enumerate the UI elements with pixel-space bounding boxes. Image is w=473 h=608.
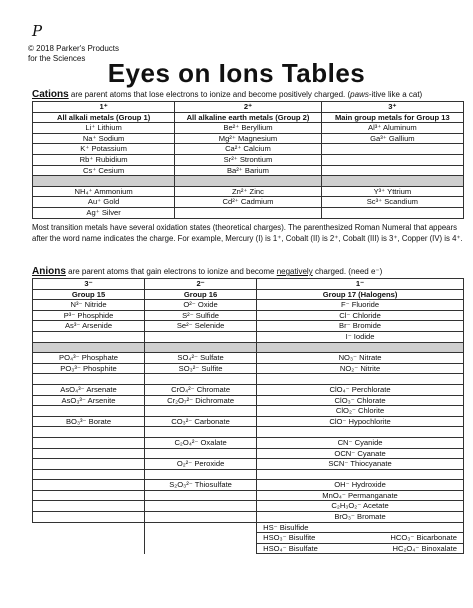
table-cell: AsO₃³⁻ Arsenite — [33, 395, 145, 406]
table-cell: All alkaline earth metals (Group 2) — [175, 112, 322, 123]
table-cell: NH₄⁺ Ammonium — [33, 186, 175, 197]
table-cell — [145, 374, 257, 385]
table-cell: Rb⁺ Rubidium — [33, 154, 175, 165]
empty-cell — [33, 533, 145, 544]
table-cell: Br⁻ Bromide — [257, 321, 464, 332]
table-cell: PO₄³⁻ Phosphate — [33, 353, 145, 364]
table-cell: Na⁺ Sodium — [33, 133, 175, 144]
table-row — [33, 331, 464, 342]
table-cell: Y³⁺ Yttrium — [321, 186, 463, 197]
transition-metals-note: Most transition metals have several oxidation states (theoretical charges). The parenthesized Roman Numeral that appears after the word name indicates the charge. For example, Mercury (I) is 1⁺, Cobalt (II) is 2⁺, Cobalt (III) is 3⁺, Copper (IV) is 4⁺. — [32, 223, 463, 243]
table-row — [33, 395, 464, 406]
table-cell: C₂O₄²⁻ Oxalate — [145, 437, 257, 448]
table-cell — [145, 427, 257, 438]
table-cell: C₂H₃O₂⁻ Acetate — [257, 501, 464, 512]
table-cell — [321, 176, 463, 187]
table-cell: 3⁻ — [33, 279, 145, 290]
table-cell: 3⁺ — [321, 102, 463, 113]
table-row — [33, 427, 464, 438]
table-cell — [33, 437, 145, 448]
table-cell — [321, 165, 463, 176]
table-cell: 1⁺ — [33, 102, 175, 113]
table-cell: ClO₃⁻ Chlorate — [257, 395, 464, 406]
table-cell: NO₂⁻ Nitrite — [257, 363, 464, 374]
table-cell: ClO⁻ Hypochlorite — [257, 416, 464, 427]
table-cell — [145, 342, 257, 353]
table-cell — [321, 207, 463, 218]
anions-intro — [32, 267, 468, 277]
table-cell: Ca²⁺ Calcium — [175, 144, 322, 155]
ion-right: HC₂O₄⁻ Binoxalate — [392, 543, 457, 553]
ion-left: HSO₃⁻ Bisulfite — [263, 533, 316, 543]
table-cell — [257, 469, 464, 480]
group-header-row — [33, 112, 464, 123]
table-cell: Group 16 — [145, 289, 257, 300]
anions-table — [32, 278, 464, 554]
table-row — [33, 522, 464, 533]
table-cell: 2⁺ — [175, 102, 322, 113]
table-cell: Main group metals for Group 13 — [321, 112, 463, 123]
table-cell: MnO₄⁻ Permanganate — [257, 490, 464, 501]
table-cell: K⁺ Potassium — [33, 144, 175, 155]
page-title: Eyes on Ions Tables — [107, 58, 366, 88]
table-cell: Mg²⁺ Magnesium — [175, 133, 322, 144]
table-cell: N³⁻ Nitride — [33, 300, 145, 311]
table-cell — [321, 144, 463, 155]
table-cell — [33, 512, 145, 523]
table-row — [33, 300, 464, 311]
table-cell: PO₃³⁻ Phosphite — [33, 363, 145, 374]
table-row — [33, 448, 464, 459]
table-cell: AsO₄³⁻ Arsenate — [33, 384, 145, 395]
ion-left: HSO₄⁻ Bisulfate — [263, 543, 318, 553]
table-cell — [145, 331, 257, 342]
table-cell: 2⁻ — [145, 279, 257, 290]
table-cell — [145, 501, 257, 512]
table-cell — [33, 374, 145, 385]
table-cell: SO₄²⁻ Sulfate — [145, 353, 257, 364]
table-cell: Al³⁺ Aluminum — [321, 123, 463, 134]
table-cell: F⁻ Fluoride — [257, 300, 464, 311]
cations-label: Cations — [32, 89, 69, 100]
empty-cell — [145, 543, 257, 554]
table-row — [33, 207, 464, 218]
table-cell: Cl⁻ Chloride — [257, 310, 464, 321]
table-cell — [257, 342, 464, 353]
table-row — [33, 321, 464, 332]
table-cell — [33, 406, 145, 417]
cations-intro-text: are parent atoms that lose electrons to ionize and become positively charged. ( — [68, 90, 351, 99]
table-cell: S²⁻ Sulfide — [145, 310, 257, 321]
table-cell — [257, 374, 464, 385]
table-cell — [33, 459, 145, 470]
table-cell: Ba²⁺ Barium — [175, 165, 322, 176]
table-cell: Ag⁺ Silver — [33, 207, 175, 218]
table-row — [33, 469, 464, 480]
charge-header-row — [33, 102, 464, 113]
table-cell — [145, 448, 257, 459]
table-row — [33, 416, 464, 427]
table-cell — [145, 469, 257, 480]
table-cell: All alkali metals (Group 1) — [33, 112, 175, 123]
table-cell: OH⁻ Hydroxide — [257, 480, 464, 491]
table-row — [33, 154, 464, 165]
table-cell: ClO₄⁻ Perchlorate — [257, 384, 464, 395]
table-cell: CO₃²⁻ Carbonate — [145, 416, 257, 427]
table-cell: BO₃³⁻ Borate — [33, 416, 145, 427]
table-cell: Be²⁺ Beryllium — [175, 123, 322, 134]
table-cell: Au⁺ Gold — [33, 197, 175, 208]
table-cell — [33, 480, 145, 491]
ion-left: HS⁻ Bisulfide — [263, 522, 309, 532]
ion-right: HCO₃⁻ Bicarbonate — [390, 533, 457, 543]
anions-label: Anions — [32, 266, 66, 277]
table-row — [33, 512, 464, 523]
table-row — [33, 384, 464, 395]
empty-cell — [33, 522, 145, 533]
cations-pun: paws — [350, 90, 369, 99]
table-cell: P³⁻ Phosphide — [33, 310, 145, 321]
table-cell: Zn²⁺ Zinc — [175, 186, 322, 197]
table-cell: As³⁻ Arsenide — [33, 321, 145, 332]
table-cell — [321, 154, 463, 165]
table-cell — [33, 490, 145, 501]
table-cell — [175, 176, 322, 187]
table-cell — [145, 490, 257, 501]
table-cell — [145, 406, 257, 417]
table-cell: Cd²⁺ Cadmium — [175, 197, 322, 208]
empty-cell — [33, 543, 145, 554]
table-row — [33, 501, 464, 512]
logo: P — [32, 22, 43, 40]
table-cell — [33, 342, 145, 353]
table-cell: Cr₂O₇²⁻ Dichromate — [145, 395, 257, 406]
table-cell: OCN⁻ Cyanate — [257, 448, 464, 459]
charge-header-row — [33, 279, 464, 290]
table-cell — [33, 176, 175, 187]
separator-row — [33, 176, 464, 187]
anions-negatively: negatively — [276, 267, 313, 276]
table-cell — [175, 207, 322, 218]
table-row — [33, 480, 464, 491]
table-row — [33, 533, 464, 544]
separator-row — [33, 342, 464, 353]
split-cell — [257, 533, 464, 544]
table-row — [33, 165, 464, 176]
cations-pun-rest: -itive like a cat) — [368, 90, 423, 99]
anions-intro-end: charged. (need e⁻) — [312, 267, 383, 276]
table-cell: SO₃²⁻ Sulfite — [145, 363, 257, 374]
table-cell: NO₃⁻ Nitrate — [257, 353, 464, 364]
table-cell: ClO₂⁻ Chlorite — [257, 406, 464, 417]
table-cell: SCN⁻ Thiocyanate — [257, 459, 464, 470]
table-cell: CN⁻ Cyanide — [257, 437, 464, 448]
copyright-credit: © 2018 Parker's Products for the Sciences — [28, 44, 120, 63]
split-cell — [257, 522, 464, 533]
table-cell — [33, 469, 145, 480]
table-cell: 1⁻ — [257, 279, 464, 290]
table-cell: Cs⁺ Cesium — [33, 165, 175, 176]
table-cell: O₂²⁻ Peroxide — [145, 459, 257, 470]
table-cell — [145, 512, 257, 523]
table-row — [33, 133, 464, 144]
table-row — [33, 353, 464, 364]
table-row — [33, 543, 464, 554]
table-cell: Sr²⁺ Strontium — [175, 154, 322, 165]
table-row — [33, 310, 464, 321]
table-row — [33, 459, 464, 470]
table-cell: Sc³⁺ Scandium — [321, 197, 463, 208]
empty-cell — [145, 533, 257, 544]
table-cell — [257, 427, 464, 438]
empty-cell — [145, 522, 257, 533]
table-cell: Group 15 — [33, 289, 145, 300]
split-cell — [257, 543, 464, 554]
table-cell: I⁻ Iodide — [257, 331, 464, 342]
table-cell — [33, 501, 145, 512]
group-header-row — [33, 289, 464, 300]
table-cell — [33, 427, 145, 438]
table-row — [33, 144, 464, 155]
table-row — [33, 437, 464, 448]
table-cell: Group 17 (Halogens) — [257, 289, 464, 300]
table-cell: BrO₃⁻ Bromate — [257, 512, 464, 523]
table-cell — [33, 448, 145, 459]
table-row — [33, 490, 464, 501]
table-cell — [33, 331, 145, 342]
table-cell: O²⁻ Oxide — [145, 300, 257, 311]
table-row — [33, 406, 464, 417]
table-cell: Se²⁻ Selenide — [145, 321, 257, 332]
table-cell: S₂O₃²⁻ Thiosulfate — [145, 480, 257, 491]
table-row — [33, 123, 464, 134]
table-cell: Ga³⁺ Gallium — [321, 133, 463, 144]
cations-intro — [32, 90, 468, 100]
table-row — [33, 363, 464, 374]
table-cell: Li⁺ Lithium — [33, 123, 175, 134]
anions-intro-text: are parent atoms that gain electrons to ionize and become — [65, 267, 277, 276]
table-row — [33, 374, 464, 385]
table-cell: CrO₄²⁻ Chromate — [145, 384, 257, 395]
cations-table — [32, 101, 464, 219]
table-row — [33, 197, 464, 208]
table-row — [33, 186, 464, 197]
